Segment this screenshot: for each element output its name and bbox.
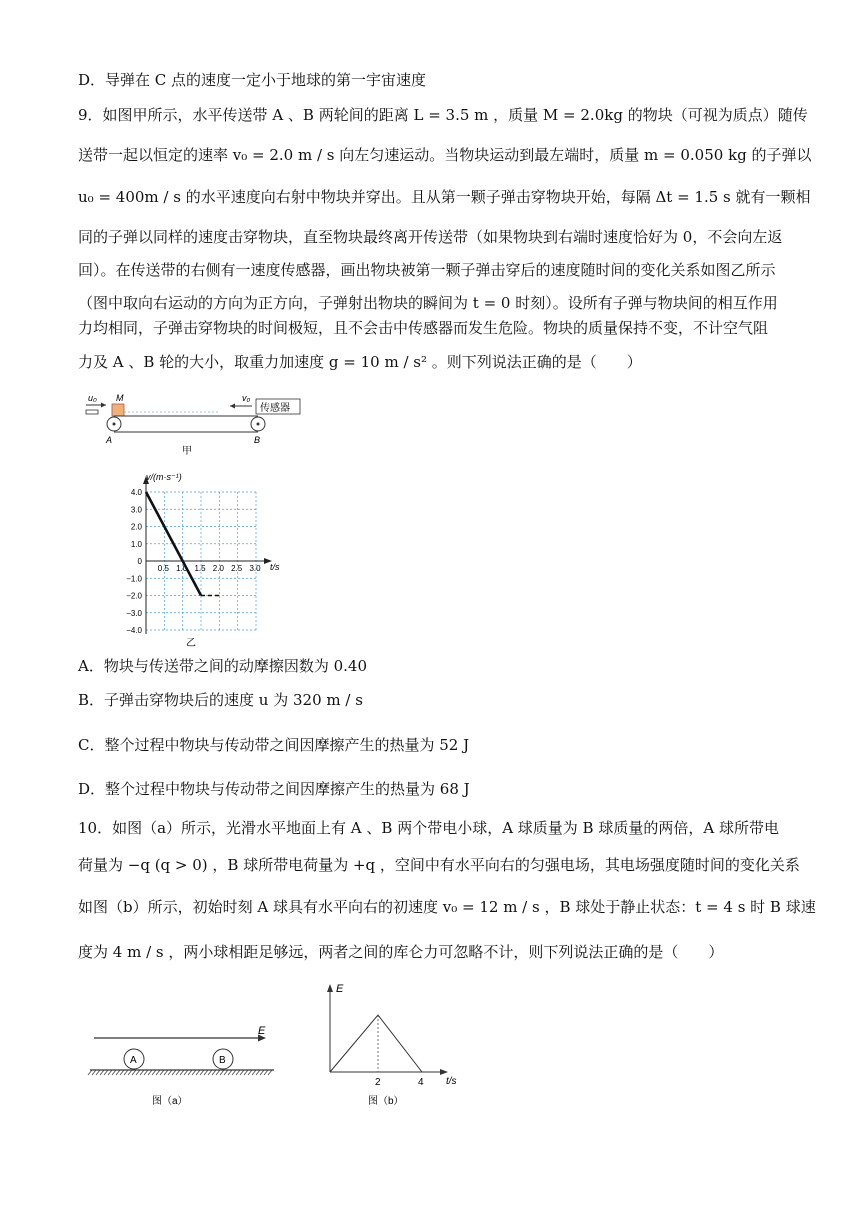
- hatch-stroke: [108, 1070, 112, 1075]
- hatch-stroke: [264, 1070, 268, 1075]
- q9-line-4: 同的子弹以同样的速度击穿物块，直至物块最终离开传送带（如果物块到右端时速度恰好为 0，不会向左返: [78, 228, 783, 246]
- y-tick-label: 1.0: [130, 539, 142, 549]
- block-M: [112, 404, 124, 416]
- hatch-stroke: [248, 1070, 252, 1075]
- tick-4: 4: [418, 1077, 424, 1088]
- ground-hatching: [88, 1070, 272, 1075]
- q10-line-3: 如图（b）所示，初始时刻 A 球具有水平向右的初速度 v₀ = 12 m / s ，B 球处于静止状态：t = 4 s 时 B 球速: [78, 898, 816, 916]
- B-label: B: [254, 435, 261, 445]
- hatch-stroke: [220, 1070, 224, 1075]
- hatch-stroke: [256, 1070, 260, 1075]
- hatch-stroke: [136, 1070, 140, 1075]
- M-label: M: [116, 393, 124, 403]
- q10-line-2: 荷量为 −q (q > 0) ，B 球所带电荷量为 +q ，空间中有水平向右的匀强电场，其电场强度随时间的变化关系: [78, 856, 800, 874]
- q8-option-d: D．导弹在 C 点的速度一定小于地球的第一宇宙速度: [78, 71, 427, 89]
- y-tick-label: −3.0: [126, 608, 142, 618]
- ball-A-label: A: [130, 1055, 137, 1066]
- hatch-stroke: [116, 1070, 120, 1075]
- x-axis-label: t/s: [270, 562, 280, 572]
- t-axis-label: t/s: [446, 1076, 457, 1087]
- x-tick-label: 2.0: [212, 564, 224, 573]
- q9-line-8: 力及 A 、B 轮的大小，取重力加速度 g = 10 m / s² 。则下列说法正确的是（ ）: [78, 353, 642, 371]
- q9-line-2: 送带一起以恒定的速率 v₀ = 2.0 m / s 向左匀速运动。当物块运动到最左端时，质量 m = 0.050 kg 的子弹以: [78, 146, 812, 164]
- hatch-stroke: [260, 1070, 264, 1075]
- A-label: A: [106, 435, 113, 445]
- hatch-stroke: [88, 1070, 92, 1075]
- bullet-icon: [86, 410, 98, 414]
- hatch-stroke: [216, 1070, 220, 1075]
- field-E-label: E: [258, 1025, 266, 1037]
- hatch-stroke: [172, 1070, 176, 1075]
- hatch-stroke: [168, 1070, 172, 1075]
- hatch-stroke: [200, 1070, 204, 1075]
- x-tick-label: 0.5: [157, 564, 169, 573]
- ball-B-label: B: [219, 1055, 226, 1066]
- q9-line-5: 回）。在传送带的右侧有一速度传感器，画出物块被第一颗子弹击穿后的速度随时间的变化关系如图乙所示: [78, 261, 776, 279]
- hatch-stroke: [244, 1070, 248, 1075]
- hatch-stroke: [112, 1070, 116, 1075]
- q10-line-4: 度为 4 m / s ，两小球相距足够远，两者之间的库仑力可忽略不计，则下列说法正确的是（ ）: [78, 943, 724, 961]
- hatch-stroke: [92, 1070, 96, 1075]
- tick-2: 2: [375, 1077, 381, 1088]
- y-tick-label: −2.0: [126, 591, 142, 601]
- q9-option-b: B．子弹击穿物块后的速度 u 为 320 m / s: [78, 691, 363, 709]
- hatch-stroke: [128, 1070, 132, 1075]
- v0-label: v₀: [242, 393, 251, 403]
- x-tick-label: 3.0: [249, 564, 261, 573]
- q9-line-3: u₀ = 400m / s 的水平速度向右射中物块并穿出。且从第一颗子弹击穿物块开始，每隔 Δt = 1.5 s 就有一颗相: [78, 188, 811, 206]
- hatch-stroke: [132, 1070, 136, 1075]
- hatch-stroke: [160, 1070, 164, 1075]
- q9-line-1: 9．如图甲所示，水平传送带 A 、B 两轮间的距离 L = 3.5 m ，质量 M = 2.0kg 的物块（可视为质点）随传: [78, 106, 808, 124]
- q9-option-c: C．整个过程中物块与传动带之间因摩擦产生的热量为 52 J: [78, 736, 470, 754]
- hatch-stroke: [192, 1070, 196, 1075]
- fig-yi-caption: 乙: [186, 638, 196, 649]
- q9-line-7: 力均相同，子弹击穿物块的时间极短，且不会击中传感器而发生危险。物块的质量保持不变，不计空气阻: [78, 319, 769, 337]
- hatch-stroke: [188, 1070, 192, 1075]
- q9-line-6: （图中取向右运动的方向为正方向，子弹射出物块的瞬间为 t = 0 时刻）。设所有子弹与物块间的相互作用: [78, 294, 778, 312]
- conveyor-figure: [80, 388, 320, 458]
- y-tick-label: −4.0: [126, 626, 142, 635]
- hatch-stroke: [152, 1070, 156, 1075]
- E-axis-label: E: [336, 983, 344, 995]
- hatch-stroke: [240, 1070, 244, 1075]
- x-tick-label: 1.5: [194, 564, 206, 573]
- fig-a-caption: 图（a）: [152, 1096, 188, 1107]
- u0-label: u₀: [88, 393, 97, 403]
- q9-option-d: D．整个过程中物块与传动带之间因摩擦产生的热量为 68 J: [78, 780, 470, 798]
- hatch-stroke: [124, 1070, 128, 1075]
- fig-jia-caption: 甲: [182, 446, 192, 457]
- x-tick-label: 2.5: [231, 564, 243, 573]
- y-tick-label: 2.0: [130, 522, 142, 532]
- hatch-stroke: [208, 1070, 212, 1075]
- velocity-time-chart: [100, 462, 300, 650]
- hatch-stroke: [104, 1070, 108, 1075]
- figure-b: [316, 980, 476, 1110]
- fig-b-caption: 图（b）: [368, 1096, 404, 1107]
- hatch-stroke: [212, 1070, 216, 1075]
- hatch-stroke: [96, 1070, 100, 1075]
- figure-a: [86, 1022, 286, 1114]
- E-t-line: [330, 1015, 422, 1072]
- hatch-stroke: [224, 1070, 228, 1075]
- q9-option-a: A．物块与传送带之间的动摩擦因数为 0.40: [78, 657, 368, 675]
- hatch-stroke: [156, 1070, 160, 1075]
- x-tick-label: 1.0: [176, 564, 188, 573]
- hatch-stroke: [164, 1070, 168, 1075]
- chart-axes: [143, 476, 272, 634]
- y-tick-label: 3.0: [130, 505, 142, 515]
- hatch-stroke: [196, 1070, 200, 1075]
- y-axis-label: v/(m·s⁻¹): [146, 472, 182, 482]
- hatch-stroke: [228, 1070, 232, 1075]
- hatch-stroke: [268, 1070, 272, 1075]
- q10-line-1: 10．如图（a）所示，光滑水平地面上有 A 、B 两个带电小球，A 球质量为 B 球质量的两倍，A 球所带电: [78, 819, 779, 837]
- hatch-stroke: [180, 1070, 184, 1075]
- y-tick-label: −1.0: [126, 574, 142, 584]
- hatch-stroke: [100, 1070, 104, 1075]
- hatch-stroke: [204, 1070, 208, 1075]
- sensor-label: 传感器: [260, 403, 290, 414]
- hatch-stroke: [144, 1070, 148, 1075]
- hatch-stroke: [140, 1070, 144, 1075]
- hatch-stroke: [120, 1070, 124, 1075]
- hatch-stroke: [232, 1070, 236, 1075]
- y-tick-label: 0: [137, 557, 142, 566]
- y-tick-label: 4.0: [130, 488, 142, 497]
- hatch-stroke: [148, 1070, 152, 1075]
- hatch-stroke: [184, 1070, 188, 1075]
- hatch-stroke: [176, 1070, 180, 1075]
- hatch-stroke: [252, 1070, 256, 1075]
- hatch-stroke: [236, 1070, 240, 1075]
